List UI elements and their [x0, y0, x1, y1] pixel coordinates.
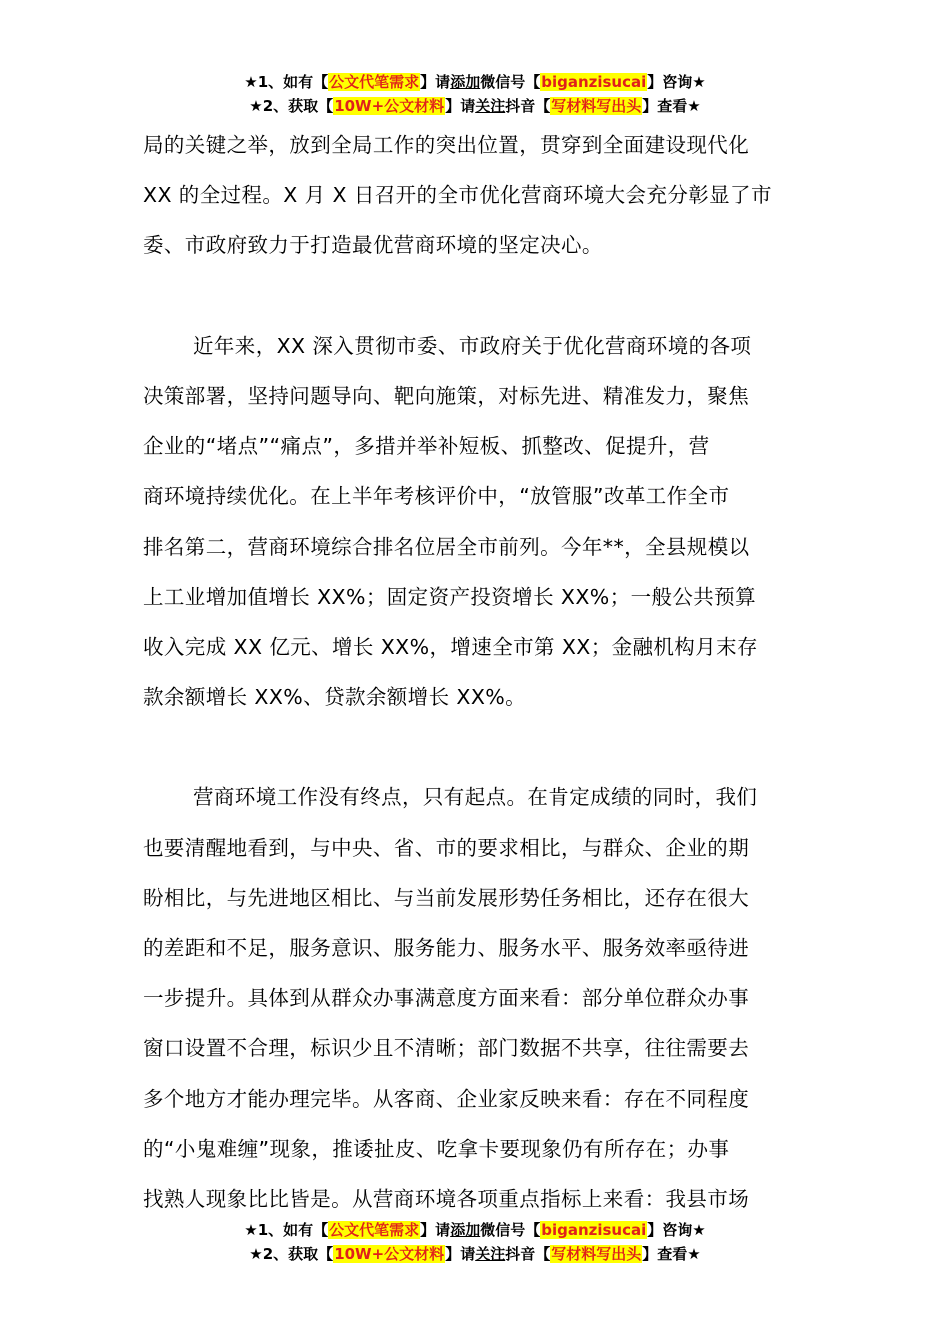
text-line: 的“小鬼难缠”现象，推诿扯皮、吃拿卡要现象仍有所存在；办事 — [143, 1136, 730, 1161]
text-line: 上工业增加值增长 XX%；固定资产投资增长 XX%；一般公共预算 — [143, 584, 756, 609]
highlight-wechat-id: biganzisucai — [541, 1221, 647, 1239]
banner-text: ★2、获取【 — [249, 97, 334, 115]
text-line: 委、市政府致力于打造最优营商环境的坚定决心。 — [143, 233, 603, 258]
paragraph-gap — [143, 722, 809, 772]
highlight-materials: 10W+公文材料 — [334, 97, 445, 115]
text-line: 也要清醒地看到，与中央、省、市的要求相比，与群众、企业的期 — [143, 835, 750, 860]
banner-text: 】请 — [420, 1221, 451, 1239]
text-line: 排名第二，营商环境综合排名位居全市前列。今年**，全县规模以 — [143, 534, 750, 559]
text-line: 近年来，XX 深入贯彻市委、市政府关于优化营商环境的各项 — [193, 333, 752, 358]
highlight-douyin-account: 写材料写出头 — [551, 97, 642, 115]
banner-line-2 — [0, 94, 950, 118]
paragraph-gap — [143, 271, 809, 321]
text-line: 营商环境工作没有终点，只有起点。在肯定成绩的同时，我们 — [193, 785, 758, 810]
text-line: XX 的全过程。X 月 X 日召开的全市优化营商环境大会充分彰显了市 — [143, 183, 772, 208]
text-line: 一步提升。具体到从群众办事满意度方面来看：部分单位群众办事 — [143, 986, 750, 1011]
banner-text: 】查看★ — [642, 1245, 701, 1263]
highlight-wechat-id: biganzisucai — [541, 73, 647, 91]
banner-text: 】咨询★ — [647, 73, 706, 91]
text-line: 窗口设置不合理，标识少且不清晰；部门数据不共享，往往需要去 — [143, 1036, 750, 1061]
text-line: 款余额增长 XX%、贷款余额增长 XX%。 — [143, 685, 527, 710]
text-line: 盼相比，与先进地区相比、与当前发展形势任务相比，还存在很大 — [143, 885, 750, 910]
banner-line-1 — [0, 70, 950, 94]
banner-line-1 — [0, 1218, 950, 1242]
banner-line-2 — [0, 1242, 950, 1266]
text-line: 找熟人现象比比皆是。从营商环境各项重点指标上来看：我县市场 — [143, 1186, 750, 1211]
text-line: 商环境持续优化。在上半年考核评价中，“放管服”改革工作全市 — [143, 484, 730, 509]
text-line: 的差距和不足，服务意识、服务能力、服务水平、服务效率亟待进 — [143, 936, 750, 960]
underlined-add: 添加 — [450, 1221, 481, 1239]
highlight-service-request: 公文代笔需求 — [329, 1221, 420, 1239]
banner-text: 抖音【 — [505, 1245, 551, 1263]
text-line: 局的关键之举，放到全局工作的突出位置，贯穿到全面建设现代化 — [143, 133, 750, 157]
highlight-service-request: 公文代笔需求 — [329, 73, 420, 91]
banner-text: 】请 — [420, 73, 451, 91]
text-line: 企业的“堵点”“痛点”，多措并举补短板、抓整改、促提升，营 — [143, 434, 710, 459]
banner-text: 微信号【 — [480, 73, 541, 91]
underlined-follow: 关注 — [475, 97, 506, 115]
highlight-douyin-account: 写材料写出头 — [551, 1245, 642, 1263]
banner-text: 】查看★ — [642, 97, 701, 115]
banner-text: 抖音【 — [505, 97, 551, 115]
underlined-add: 添加 — [450, 73, 481, 91]
banner-text: 】咨询★ — [647, 1221, 706, 1239]
text-line: 决策部署，坚持问题导向、靶向施策，对标先进、精准发力，聚焦 — [143, 383, 750, 408]
header-banner — [0, 70, 950, 118]
banner-text: ★2、获取【 — [249, 1245, 334, 1263]
document-body — [143, 120, 809, 1224]
paragraph-1 — [143, 120, 809, 271]
underlined-follow: 关注 — [475, 1245, 506, 1263]
text-line: 收入完成 XX 亿元、增长 XX%，增速全市第 XX；金融机构月末存 — [143, 634, 758, 659]
banner-text: 】请 — [445, 97, 476, 115]
paragraph-3 — [143, 772, 809, 1224]
paragraph-2 — [143, 321, 809, 723]
text-line: 多个地方才能办理完毕。从客商、企业家反映来看：存在不同程度 — [143, 1086, 750, 1111]
banner-text: ★1、如有【 — [244, 73, 329, 91]
banner-text: ★1、如有【 — [244, 1221, 329, 1239]
footer-banner — [0, 1218, 950, 1266]
highlight-materials: 10W+公文材料 — [334, 1245, 445, 1263]
banner-text: 】请 — [445, 1245, 476, 1263]
banner-text: 微信号【 — [480, 1221, 541, 1239]
